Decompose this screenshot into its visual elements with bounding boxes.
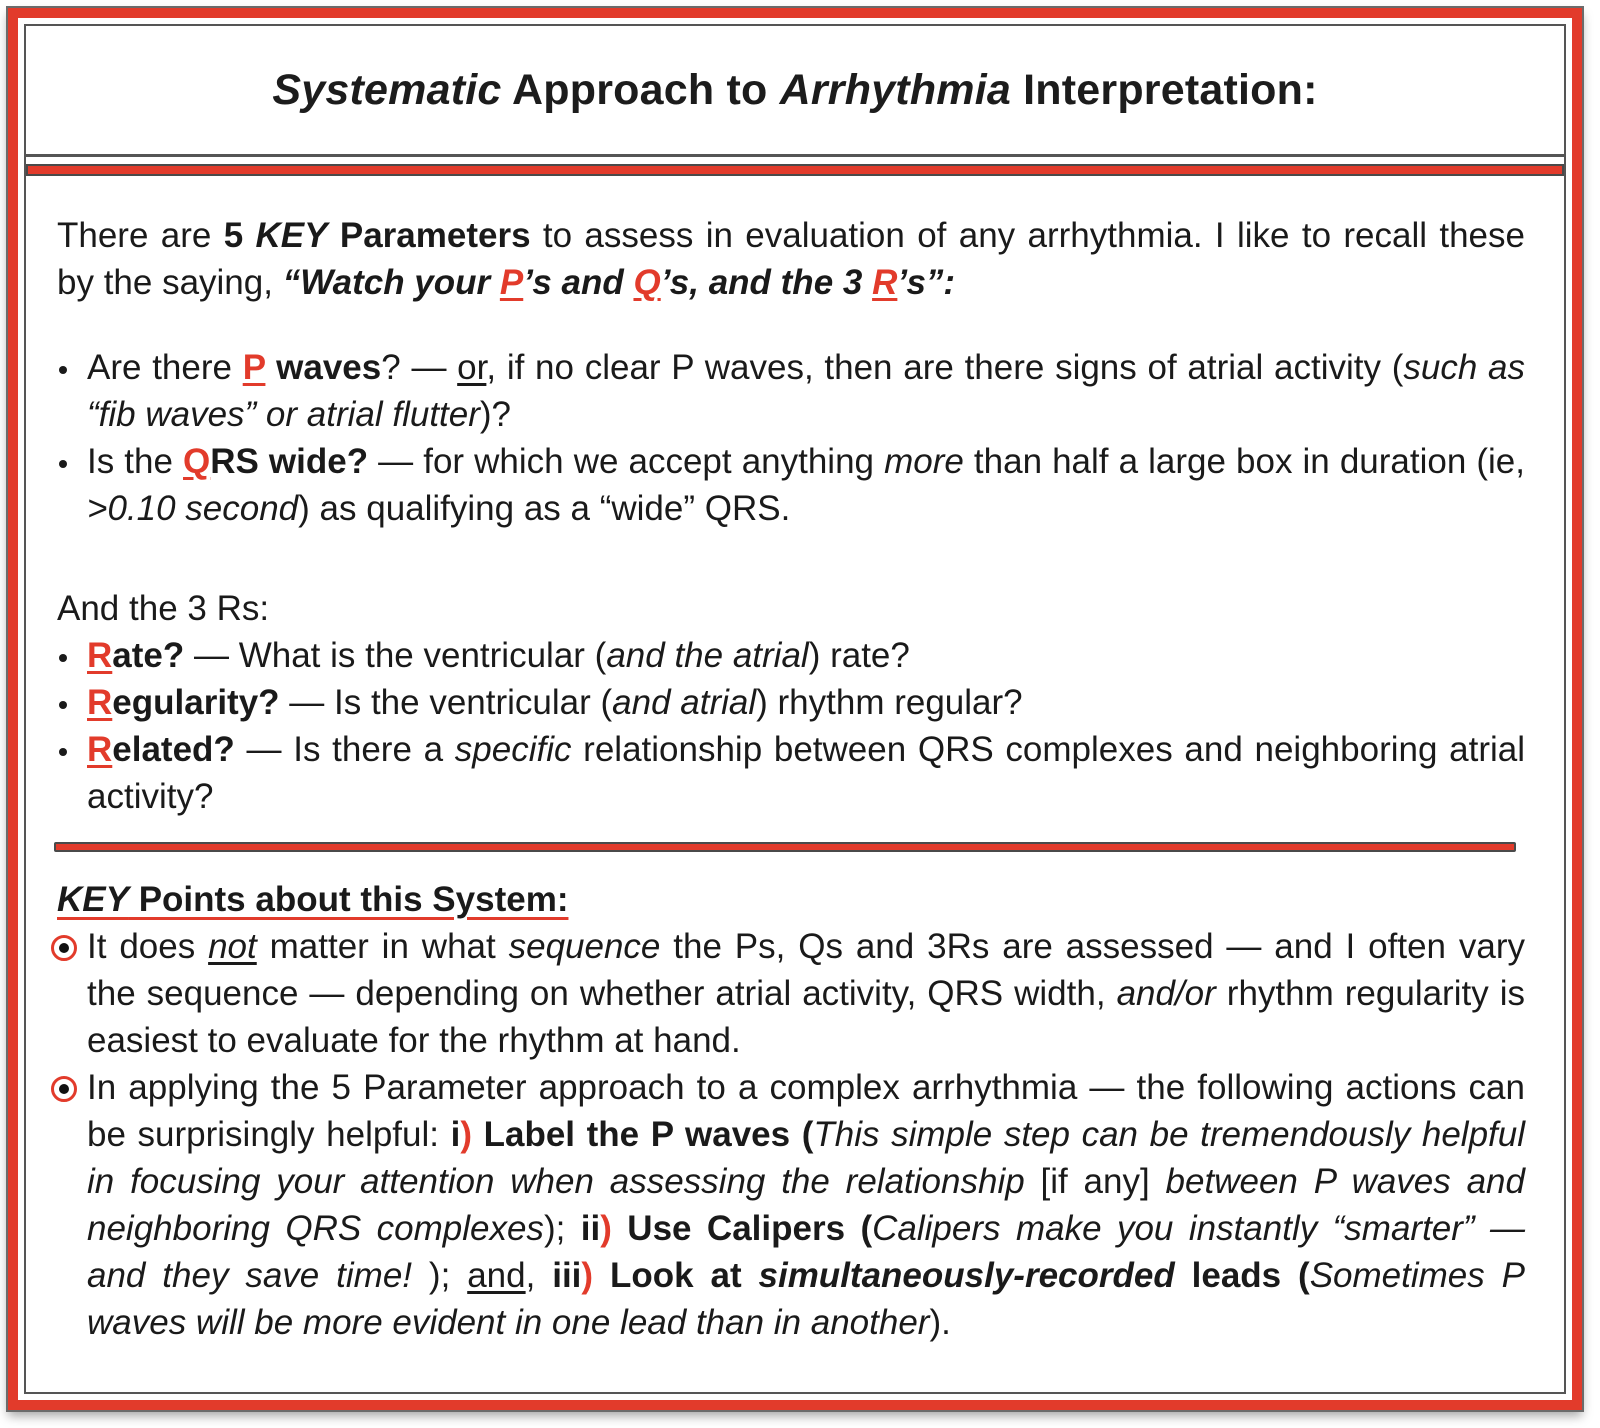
intro-paragraph: There are 5 KEY Parameters to assess in evaluation of any arrhythmia. I like to recall these by the saying, “Watch your P’s and Q’s, and the 3 R’s”: <box>57 216 1525 302</box>
title-word-interpretation: Interpretation: <box>1011 65 1318 114</box>
document-body <box>57 212 1525 1346</box>
list-item: Rate? — What is the ventricular (and the atrial) rate? <box>57 632 1525 679</box>
list-item: Are there P waves? — or, if no clear P waves, then are there signs of atrial activity (such as “fib waves” or atrial flutter)? <box>57 344 1525 438</box>
document-frame <box>8 8 1582 1410</box>
title-word-systematic: Systematic <box>272 65 502 114</box>
list-item: In applying the 5 Parameter approach to a complex arrhythmia — the following actions can be surprisingly helpful: i) Label the P waves (This simple step can be tremendously helpful in focusing your attention when assessing the relationship [if any] between P waves and neighboring QRS complexes); ii) Use Calipers (Calipers make you instantly “smarter” — and they save time! ); and, iii) Look at simultaneously-recorded leads (Sometimes P waves will be more evident in one lead than in another). <box>57 1064 1525 1346</box>
letter-p-highlight: P <box>499 263 524 302</box>
document-inner-border <box>24 24 1566 1394</box>
list-item: Related? — Is there a specific relationship between QRS complexes and neighboring atrial activity? <box>57 726 1525 820</box>
three-rs-list <box>57 632 1525 820</box>
parameter-list <box>57 344 1525 532</box>
letter-r-highlight: R <box>872 263 898 302</box>
rs-heading: And the 3 Rs: <box>57 589 270 628</box>
page-title <box>272 66 1317 115</box>
title-word-approach: Approach to <box>501 65 780 114</box>
letter-q-highlight: Q <box>633 263 661 302</box>
list-item: Is the QRS wide? — for which we accept anything more than half a large box in duration (ie, >0.10 second) as qualifying as a “wide” QRS. <box>57 438 1525 532</box>
section-divider <box>54 842 1516 852</box>
title-word-arrhythmia: Arrhythmia <box>779 65 1011 114</box>
target-bullet-icon <box>51 935 77 961</box>
list-item: Regularity? — Is the ventricular (and atrial) rhythm regular? <box>57 679 1525 726</box>
title-divider <box>26 164 1564 176</box>
key-points-list <box>57 923 1525 1346</box>
title-bar <box>26 26 1564 157</box>
list-item: It does not matter in what sequence the Ps, Qs and 3Rs are assessed — and I often vary the sequence — depending on whether atrial activity, QRS width, and/or rhythm regularity is easiest to evaluate for the rhythm at hand. <box>57 923 1525 1064</box>
key-points-heading: KEY Points about this System: <box>57 880 569 919</box>
target-bullet-icon <box>51 1076 77 1102</box>
